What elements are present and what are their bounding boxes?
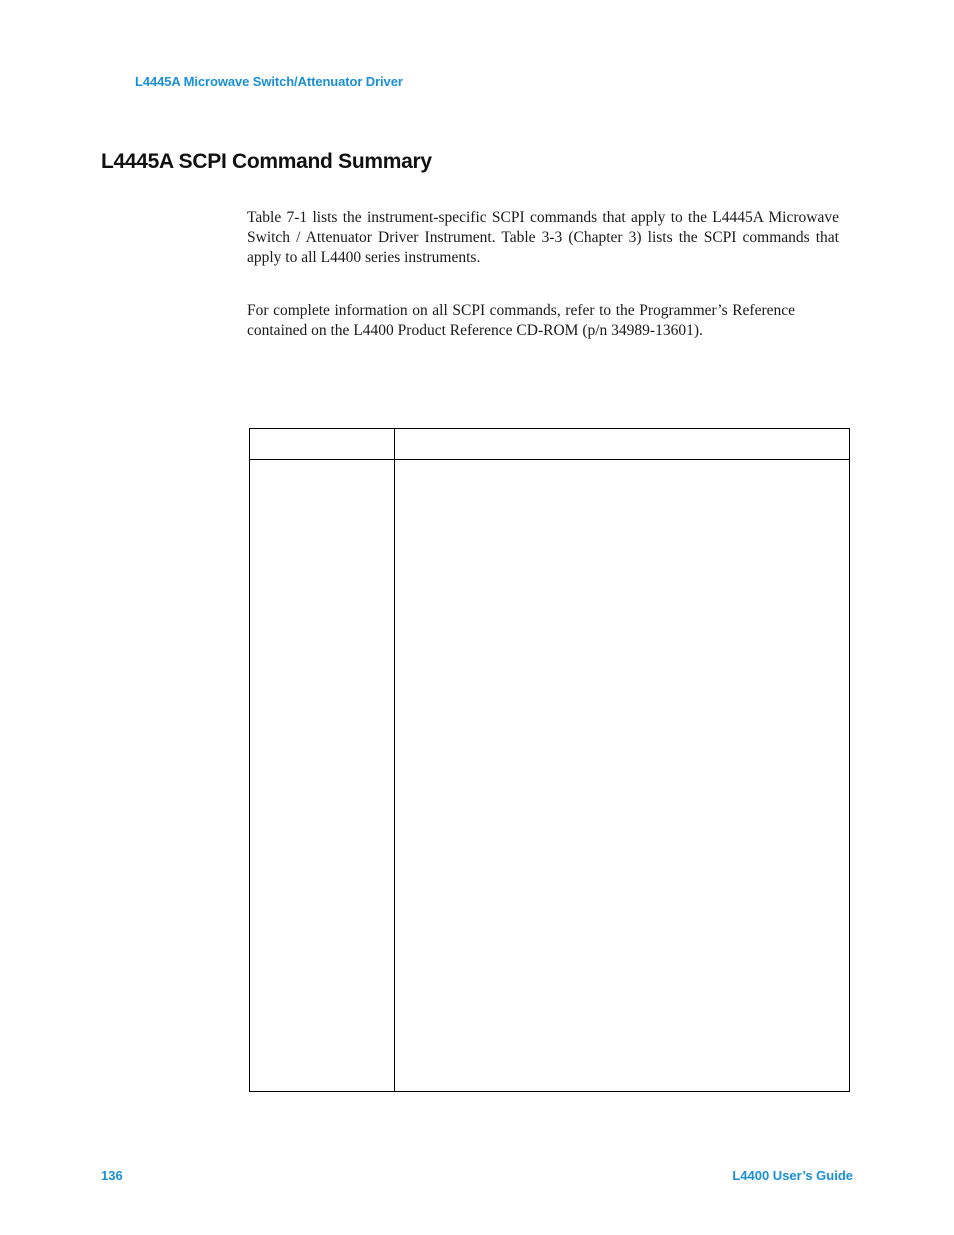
command-summary-table <box>249 428 850 1092</box>
section-title: L4445A SCPI Command Summary <box>101 150 432 173</box>
guide-name: L4400 User’s Guide <box>732 1168 853 1183</box>
intro-paragraph: Table 7-1 lists the instrument-specific SCPI commands that apply to the L4445A Microwave Switch / Attenuator Driver Instrument. Table 3-3 (Chapter 3) lists the SCPI commands that apply to all L4400 series instruments. <box>247 209 839 266</box>
table-column-divider <box>394 429 395 1091</box>
reference-paragraph: For complete information on all SCPI commands, refer to the Programmer’s Reference contained on the L4400 Product Reference CD-ROM (p/n 34989-13601). <box>247 302 795 339</box>
page-number: 136 <box>101 1168 123 1183</box>
running-header-title: L4445A Microwave Switch/Attenuator Driver <box>135 74 403 89</box>
table-header-row <box>250 429 849 460</box>
